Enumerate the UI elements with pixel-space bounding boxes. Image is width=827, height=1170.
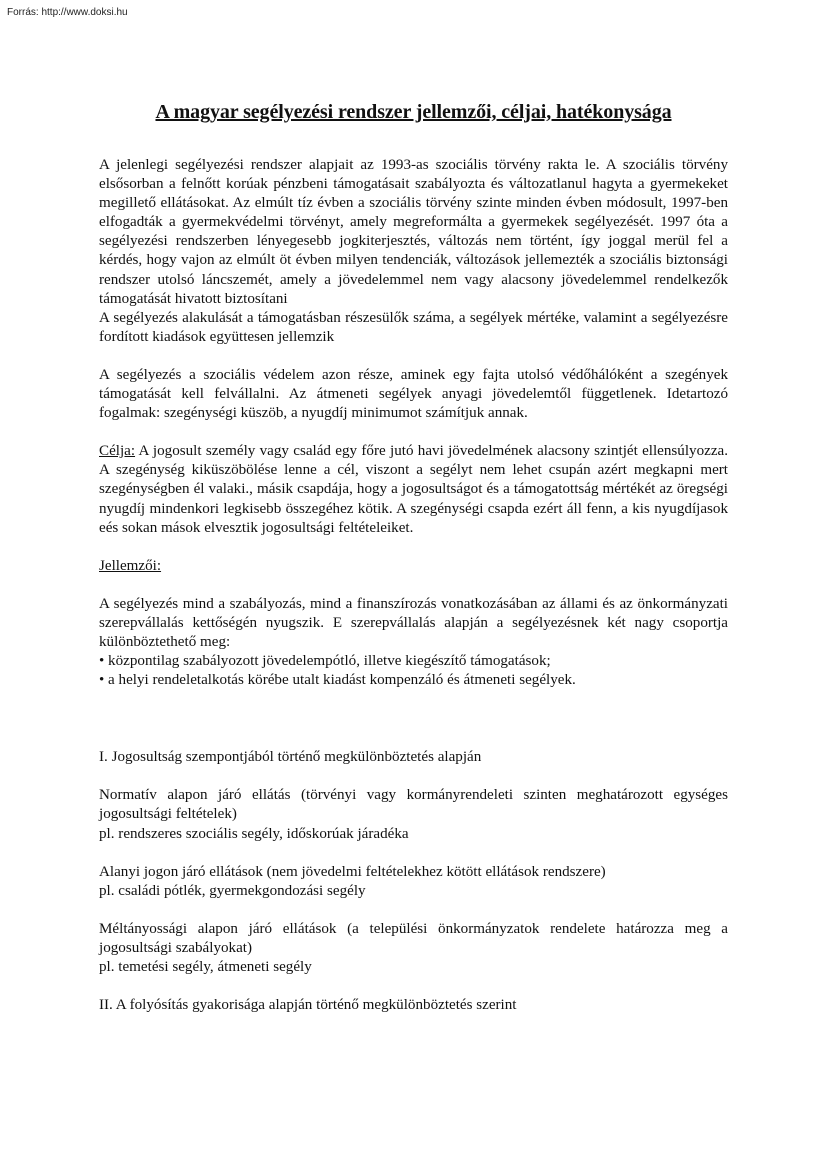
- document-page: [99, 100, 728, 1015]
- goal-text: A jogosult személy vagy család egy főre jutó havi jövedelmének alacsony szintjét ellensúlyozza. A szegénység kiküszöbölése lenne a cél, viszont a segélyt nem lehet csupán azért megkapni mert szegénységben él valaki., másik csapdája, hogy a jogosultságot és a támogatottság mértékét az öregségi nyugdíj mindenkori legkisebb összegéhez kötik. A szegénységi csapda ezért áll fenn, a kis nyugdíjasok eés sokan mások elvesztik jogosultsági feltételeiket.: [99, 443, 728, 536]
- features-paragraph: A segélyezés mind a szabályozás, mind a finanszírozás vonatkozásában az állami és az önkormányzati szerepvállalás kettőségén nyugszik. E szerepvállalás alapján a segélyezésnek két nagy csoportja különböztethető meg:: [99, 595, 728, 650]
- section1-item-3-example: pl. temetési segély, átmeneti segély: [99, 959, 312, 975]
- features-bullet: [99, 652, 728, 690]
- goal-label: Célja:: [99, 443, 136, 460]
- source-label: Forrás: http://www.doksi.hu: [7, 7, 128, 18]
- intro-continuation: A segélyezés alakulását a támogatásban részesülők száma, a segélyek mértéke, valamint a segélyezésre fordított kiadások együttesen jellemzik: [99, 309, 728, 345]
- section1-item-3: Méltányossági alapon járó ellátások (a települési önkormányzatok rendelete határozza meg a jogosultsági szabályokat): [99, 920, 728, 956]
- features-heading: Jellemzői:: [99, 557, 162, 574]
- section1-item-2: Alanyi jogon járó ellátások (nem jövedelmi feltételekhez kötött ellátások rendszere): [99, 863, 606, 880]
- intro-paragraph: A jelenlegi segélyezési rendszer alapjait az 1993-as szociális törvény rakta le. A szociális törvény elsősorban a felnőtt korúak pénzbeni támogatásait szabályozta és változatlanul hagyta a gyermekeket megillető ellátásokat. Az elmúlt tíz évben a szociális törvény szinte minden évben módosult, 1997-ben elfogadták a gyermekvédelmi törvényt, amely megreformálta a gyermekek segélyezését. 1997 óta a segélyezési rendszerben lényegesebb jogkiterjesztés, változás nem történt, így joggal merül fel a kérdés, hogy vajon az elmúlt öt évben milyen tendenciák, változások jellemezték a szociális biztonsági rendszer utolsó láncszemét, amely a jövedelemmel nem vagy alacsony jövedelemmel rendelkezők támogatását hivatott biztosítani: [99, 157, 728, 307]
- section1-item-1-example: pl. rendszeres szociális segély, időskorúak járadéka: [99, 825, 409, 842]
- definition-paragraph: A segélyezés a szociális védelem azon része, aminek egy fajta utolsó védőhálóként a szegények támogatását kell felvállalni. Az átmeneti segélyek anyagi jövedelemtől függetlenek. Idetartozó fogalmak: szegénységi küszöb, a nyugdíj minimumot számítjuk annak.: [99, 366, 728, 422]
- section1-heading: I. Jogosultság szempontjából történő megkülönböztetés alapján: [99, 749, 482, 766]
- document-title: A magyar segélyezési rendszer jellemzői, céljai, hatékonysága: [155, 101, 672, 123]
- features-bullet-1: • központilag szabályozott jövedelempótló, illetve kiegészítő támogatások;: [99, 653, 551, 670]
- features-bullet-2: • a helyi rendeletalkotás körébe utalt kiadást kompenzáló és átmeneti segélyek.: [99, 672, 576, 689]
- section1-item-2-example: pl. családi pótlék, gyermekgondozási segély: [99, 882, 366, 899]
- section2-heading: II. A folyósítás gyakorisága alapján történő megkülönböztetés szerint: [99, 997, 517, 1014]
- goal-paragraph: [99, 442, 728, 537]
- section1-item-1: Normatív alapon járó ellátás (törvényi vagy kormányrendeleti szinten meghatározott egységes jogosultsági feltételek): [99, 787, 728, 823]
